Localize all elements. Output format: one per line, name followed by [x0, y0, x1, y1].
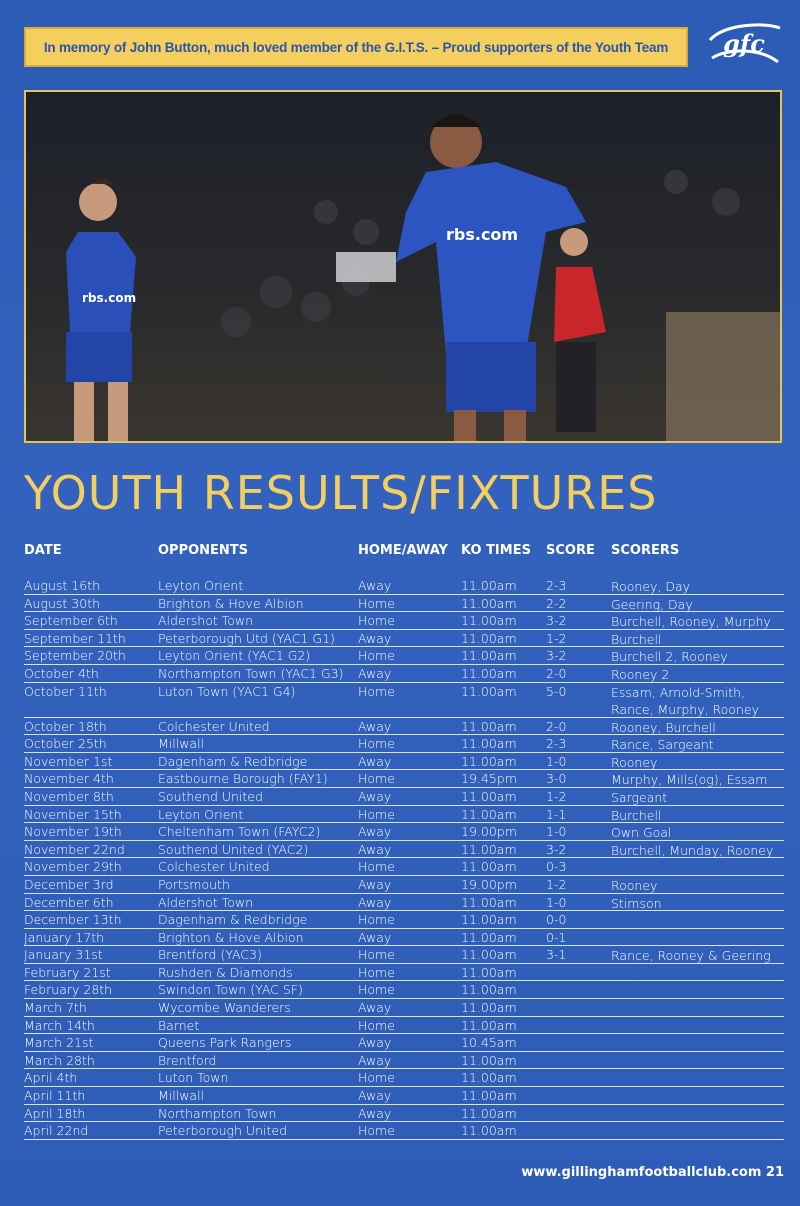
- fixture-opponent: Brighton & Hove Albion: [158, 595, 304, 611]
- fixture-scorers: Rooney: [611, 877, 658, 893]
- table-row: [24, 577, 784, 595]
- fixture-opponent: Colchester United: [158, 718, 270, 734]
- table-row: [24, 630, 784, 648]
- footer-url-page: www.gillinghamfootballclub.com 21: [521, 1165, 784, 1180]
- fixture-score: 2-2: [546, 595, 567, 611]
- fixture-scorers: Burchell: [611, 807, 662, 823]
- fixture-date: October 4th: [24, 665, 99, 681]
- fixture-scorers: Burchell, Munday, Rooney: [611, 842, 774, 858]
- fixture-ko-time: 11.00am: [461, 1017, 517, 1033]
- fixture-date: October 11th: [24, 683, 107, 699]
- fixture-scorers: Stimson: [611, 895, 662, 911]
- table-row: [24, 999, 784, 1017]
- fixture-ko-time: 10.45am: [461, 1035, 517, 1051]
- fixture-opponent: Leyton Orient (YAC1 G2): [158, 648, 311, 664]
- table-row: [24, 894, 784, 912]
- fixture-ko-time: 11.00am: [461, 648, 517, 664]
- fixture-score: 2-0: [546, 718, 567, 734]
- fixture-date: November 4th: [24, 771, 114, 787]
- fixture-venue: Away: [358, 1052, 392, 1068]
- fixture-score: 3-2: [546, 613, 567, 629]
- fixture-venue: Home: [358, 1123, 395, 1139]
- fixture-opponent: Brentford: [158, 1052, 217, 1068]
- col-header-score: SCORE: [546, 543, 595, 558]
- fixture-date: November 1st: [24, 753, 113, 769]
- fixture-venue: Home: [358, 595, 395, 611]
- fixture-score: 1-1: [546, 806, 567, 822]
- fixture-venue: Away: [358, 841, 392, 857]
- table-row: [24, 1052, 784, 1070]
- fixture-score: 2-3: [546, 578, 567, 593]
- fixture-date: March 7th: [24, 1000, 87, 1016]
- fixture-score: 1-0: [546, 753, 567, 769]
- fixture-opponent: Peterborough Utd (YAC1 G1): [158, 630, 335, 646]
- svg-text:rbs.com: rbs.com: [82, 291, 137, 305]
- fixture-venue: Away: [358, 718, 392, 734]
- memorial-banner-text: In memory of John Button, much loved member of the G.I.T.S. – Proud supporters of the Youth Team: [43, 39, 669, 55]
- table-row: [24, 964, 784, 982]
- fixture-venue: Home: [358, 806, 395, 822]
- fixture-venue: Home: [358, 947, 395, 963]
- table-row: [24, 647, 784, 665]
- fixture-ko-time: 11.00am: [461, 1052, 517, 1068]
- fixture-venue: Away: [358, 929, 392, 945]
- fixture-ko-time: 19.00pm: [461, 824, 517, 840]
- fixture-date: October 18th: [24, 718, 107, 734]
- fixture-opponent: Peterborough United: [158, 1123, 287, 1139]
- table-row: [24, 876, 784, 894]
- fixture-ko-time: 11.00am: [461, 947, 517, 963]
- match-photo: [24, 90, 782, 443]
- fixture-ko-time: 11.00am: [461, 1000, 517, 1016]
- table-row: [24, 858, 784, 876]
- fixture-scorers: Burchell: [611, 631, 662, 647]
- football-players-image: [26, 92, 782, 443]
- fixture-date: October 25th: [24, 736, 107, 752]
- table-row: [24, 788, 784, 806]
- fixture-opponent: Millwall: [158, 1088, 205, 1104]
- fixture-opponent: Portsmouth: [158, 876, 230, 892]
- fixture-ko-time: 19.45pm: [461, 771, 517, 787]
- fixture-ko-time: 11.00am: [461, 595, 517, 611]
- fixture-venue: Away: [358, 1105, 392, 1121]
- fixture-date: March 21st: [24, 1035, 94, 1051]
- fixture-venue: Home: [358, 683, 395, 699]
- table-row: [24, 806, 784, 824]
- fixture-ko-time: 19.00pm: [461, 876, 517, 892]
- fixture-venue: Home: [358, 1070, 395, 1086]
- fixture-opponent: Cheltenham Town (FAYC2): [158, 824, 321, 840]
- fixture-ko-time: 11.00am: [461, 859, 517, 875]
- fixture-opponent: Northampton Town (YAC1 G3): [158, 665, 344, 681]
- fixture-opponent: Northampton Town: [158, 1105, 277, 1121]
- table-row: [24, 1034, 784, 1052]
- fixture-opponent: Swindon Town (YAC SF): [158, 982, 303, 998]
- table-row: [24, 595, 784, 613]
- fixture-date: September 20th: [24, 648, 126, 664]
- fixture-opponent: Rushden & Diamonds: [158, 964, 293, 980]
- fixture-date: November 29th: [24, 859, 122, 875]
- memorial-banner: [24, 27, 688, 67]
- fixture-venue: Home: [358, 613, 395, 629]
- logo-lettering: gfc: [723, 29, 765, 58]
- fixture-ko-time: 11.00am: [461, 1123, 517, 1139]
- table-row: [24, 911, 784, 929]
- table-row: [24, 1105, 784, 1123]
- fixture-venue: Home: [358, 912, 395, 928]
- fixture-opponent: Barnet: [158, 1017, 200, 1033]
- fixture-score: 0-3: [546, 859, 567, 875]
- fixture-date: September 11th: [24, 630, 126, 646]
- fixture-score: 1-2: [546, 876, 567, 892]
- col-header-opponents: OPPONENTS: [158, 543, 249, 558]
- fixture-venue: Home: [358, 964, 395, 980]
- fixture-scorers: Murphy, Mills(og), Essam: [611, 772, 768, 788]
- svg-text:rbs.com: rbs.com: [446, 225, 519, 244]
- fixture-date: February 21st: [24, 964, 111, 980]
- fixture-venue: Away: [358, 876, 392, 892]
- fixture-score: 2-3: [546, 736, 567, 752]
- fixture-venue: Away: [358, 1088, 392, 1104]
- table-row: [24, 735, 784, 753]
- fixture-opponent: Leyton Orient: [158, 578, 244, 593]
- fixture-score: 1-0: [546, 824, 567, 840]
- fixture-scorers: Rooney 2: [611, 666, 670, 682]
- fixture-score: 5-0: [546, 683, 567, 699]
- fixture-opponent: Aldershot Town: [158, 613, 254, 629]
- club-logo: [704, 18, 784, 70]
- fixture-score: 1-2: [546, 788, 567, 804]
- table-row: [24, 665, 784, 683]
- fixture-venue: Home: [358, 648, 395, 664]
- fixture-date: March 14th: [24, 1017, 95, 1033]
- fixture-opponent: Luton Town (YAC1 G4): [158, 683, 296, 699]
- fixture-scorers: Rooney, Burchell: [611, 719, 716, 735]
- fixture-opponent: Brentford (YAC3): [158, 947, 262, 963]
- fixture-ko-time: 11.00am: [461, 630, 517, 646]
- fixture-date: January 17th: [24, 929, 105, 945]
- col-header-ko-times: KO TIMES: [461, 543, 531, 558]
- fixture-scorers: Rance, Sargeant: [611, 737, 714, 753]
- fixture-ko-time: 11.00am: [461, 1105, 517, 1121]
- fixture-scorers: Sargeant: [611, 789, 668, 805]
- fixture-ko-time: 11.00am: [461, 718, 517, 734]
- fixture-venue: Home: [358, 771, 395, 787]
- col-header-scorers: SCORERS: [611, 543, 680, 558]
- fixture-score: 1-0: [546, 894, 567, 910]
- fixture-ko-time: 11.00am: [461, 806, 517, 822]
- fixture-opponent: Queens Park Rangers: [158, 1035, 292, 1051]
- fixture-date: November 15th: [24, 806, 122, 822]
- fixture-date: November 22nd: [24, 841, 125, 857]
- fixture-ko-time: 11.00am: [461, 578, 517, 593]
- fixture-venue: Away: [358, 578, 392, 593]
- fixture-score: 3-1: [546, 947, 567, 963]
- fixture-ko-time: 11.00am: [461, 753, 517, 769]
- fixture-opponent: Dagenham & Redbridge: [158, 912, 308, 928]
- fixture-scorers: Burchell, Rooney, Murphy: [611, 614, 771, 630]
- fixture-ko-time: 11.00am: [461, 665, 517, 681]
- fixture-ko-time: 11.00am: [461, 929, 517, 945]
- fixture-scorers: Rooney, Day: [611, 579, 691, 594]
- fixture-ko-time: 11.00am: [461, 788, 517, 804]
- gfc-logo-icon: [704, 18, 784, 70]
- fixture-date: March 28th: [24, 1052, 95, 1068]
- fixture-venue: Home: [358, 859, 395, 875]
- table-row: [24, 753, 784, 771]
- fixture-scorers: Essam, Arnold-Smith, Rance, Murphy, Rooney: [611, 684, 759, 717]
- fixture-venue: Away: [358, 753, 392, 769]
- fixture-date: August 16th: [24, 578, 101, 593]
- fixture-date: April 22nd: [24, 1123, 89, 1139]
- fixtures-table: [24, 577, 784, 1140]
- table-row: [24, 1069, 784, 1087]
- fixture-ko-time: 11.00am: [461, 613, 517, 629]
- fixture-score: 3-0: [546, 771, 567, 787]
- fixture-date: April 18th: [24, 1105, 86, 1121]
- fixture-ko-time: 11.00am: [461, 736, 517, 752]
- table-row: [24, 1087, 784, 1105]
- fixture-venue: Away: [358, 1035, 392, 1051]
- fixture-opponent: Eastbourne Borough (FAY1): [158, 771, 328, 787]
- fixture-venue: Home: [358, 982, 395, 998]
- fixture-opponent: Leyton Orient: [158, 806, 244, 822]
- fixture-opponent: Dagenham & Redbridge: [158, 753, 308, 769]
- fixture-date: January 31st: [24, 947, 103, 963]
- fixture-date: September 6th: [24, 613, 118, 629]
- col-header-home-away: HOME/AWAY: [358, 543, 448, 558]
- fixture-ko-time: 11.00am: [461, 1088, 517, 1104]
- fixture-date: December 13th: [24, 912, 122, 928]
- fixture-ko-time: 11.00am: [461, 964, 517, 980]
- fixture-opponent: Millwall: [158, 736, 205, 752]
- fixture-opponent: Luton Town: [158, 1070, 229, 1086]
- fixture-score: 3-2: [546, 841, 567, 857]
- fixture-venue: Away: [358, 665, 392, 681]
- page-title: YOUTH RESULTS/FIXTURES: [24, 466, 658, 520]
- table-row: [24, 946, 784, 964]
- table-row: [24, 683, 784, 718]
- table-row: [24, 929, 784, 947]
- fixture-opponent: Wycombe Wanderers: [158, 1000, 291, 1016]
- fixture-venue: Away: [358, 630, 392, 646]
- table-row: [24, 841, 784, 859]
- fixture-venue: Away: [358, 894, 392, 910]
- fixture-ko-time: 11.00am: [461, 982, 517, 998]
- fixture-scorers: Rance, Rooney & Geering: [611, 948, 771, 964]
- table-row: [24, 981, 784, 999]
- fixture-date: April 4th: [24, 1070, 78, 1086]
- fixture-ko-time: 11.00am: [461, 912, 517, 928]
- table-row: [24, 1122, 784, 1140]
- fixture-date: August 30th: [24, 595, 101, 611]
- fixture-opponent: Brighton & Hove Albion: [158, 929, 304, 945]
- fixture-scorers: Burchell 2, Rooney: [611, 649, 728, 665]
- table-row: [24, 770, 784, 788]
- fixture-date: April 11th: [24, 1088, 86, 1104]
- fixture-date: December 3rd: [24, 876, 114, 892]
- fixture-venue: Away: [358, 824, 392, 840]
- fixture-venue: Away: [358, 1000, 392, 1016]
- fixture-ko-time: 11.00am: [461, 1070, 517, 1086]
- fixture-opponent: Colchester United: [158, 859, 270, 875]
- fixture-date: December 6th: [24, 894, 114, 910]
- fixture-scorers: Geering, Day: [611, 596, 693, 612]
- fixture-date: November 8th: [24, 788, 114, 804]
- fixture-date: February 28th: [24, 982, 113, 998]
- table-row: [24, 1017, 784, 1035]
- fixture-ko-time: 11.00am: [461, 841, 517, 857]
- fixture-score: 0-1: [546, 929, 567, 945]
- fixture-opponent: Southend United (YAC2): [158, 841, 309, 857]
- col-header-date: DATE: [24, 543, 62, 558]
- fixture-venue: Away: [358, 788, 392, 804]
- fixture-scorers: Own Goal: [611, 825, 672, 841]
- fixture-date: November 19th: [24, 824, 122, 840]
- fixture-opponent: Aldershot Town: [158, 894, 254, 910]
- table-row: [24, 823, 784, 841]
- fixture-score: 1-2: [546, 630, 567, 646]
- fixture-venue: Home: [358, 736, 395, 752]
- fixture-ko-time: 11.00am: [461, 683, 517, 699]
- fixture-venue: Home: [358, 1017, 395, 1033]
- table-row: [24, 718, 784, 736]
- fixture-score: 3-2: [546, 648, 567, 664]
- fixture-score: 0-0: [546, 912, 567, 928]
- fixture-scorers: Rooney: [611, 754, 658, 770]
- fixture-opponent: Southend United: [158, 788, 263, 804]
- fixture-ko-time: 11.00am: [461, 894, 517, 910]
- fixture-score: 2-0: [546, 665, 567, 681]
- table-row: [24, 612, 784, 630]
